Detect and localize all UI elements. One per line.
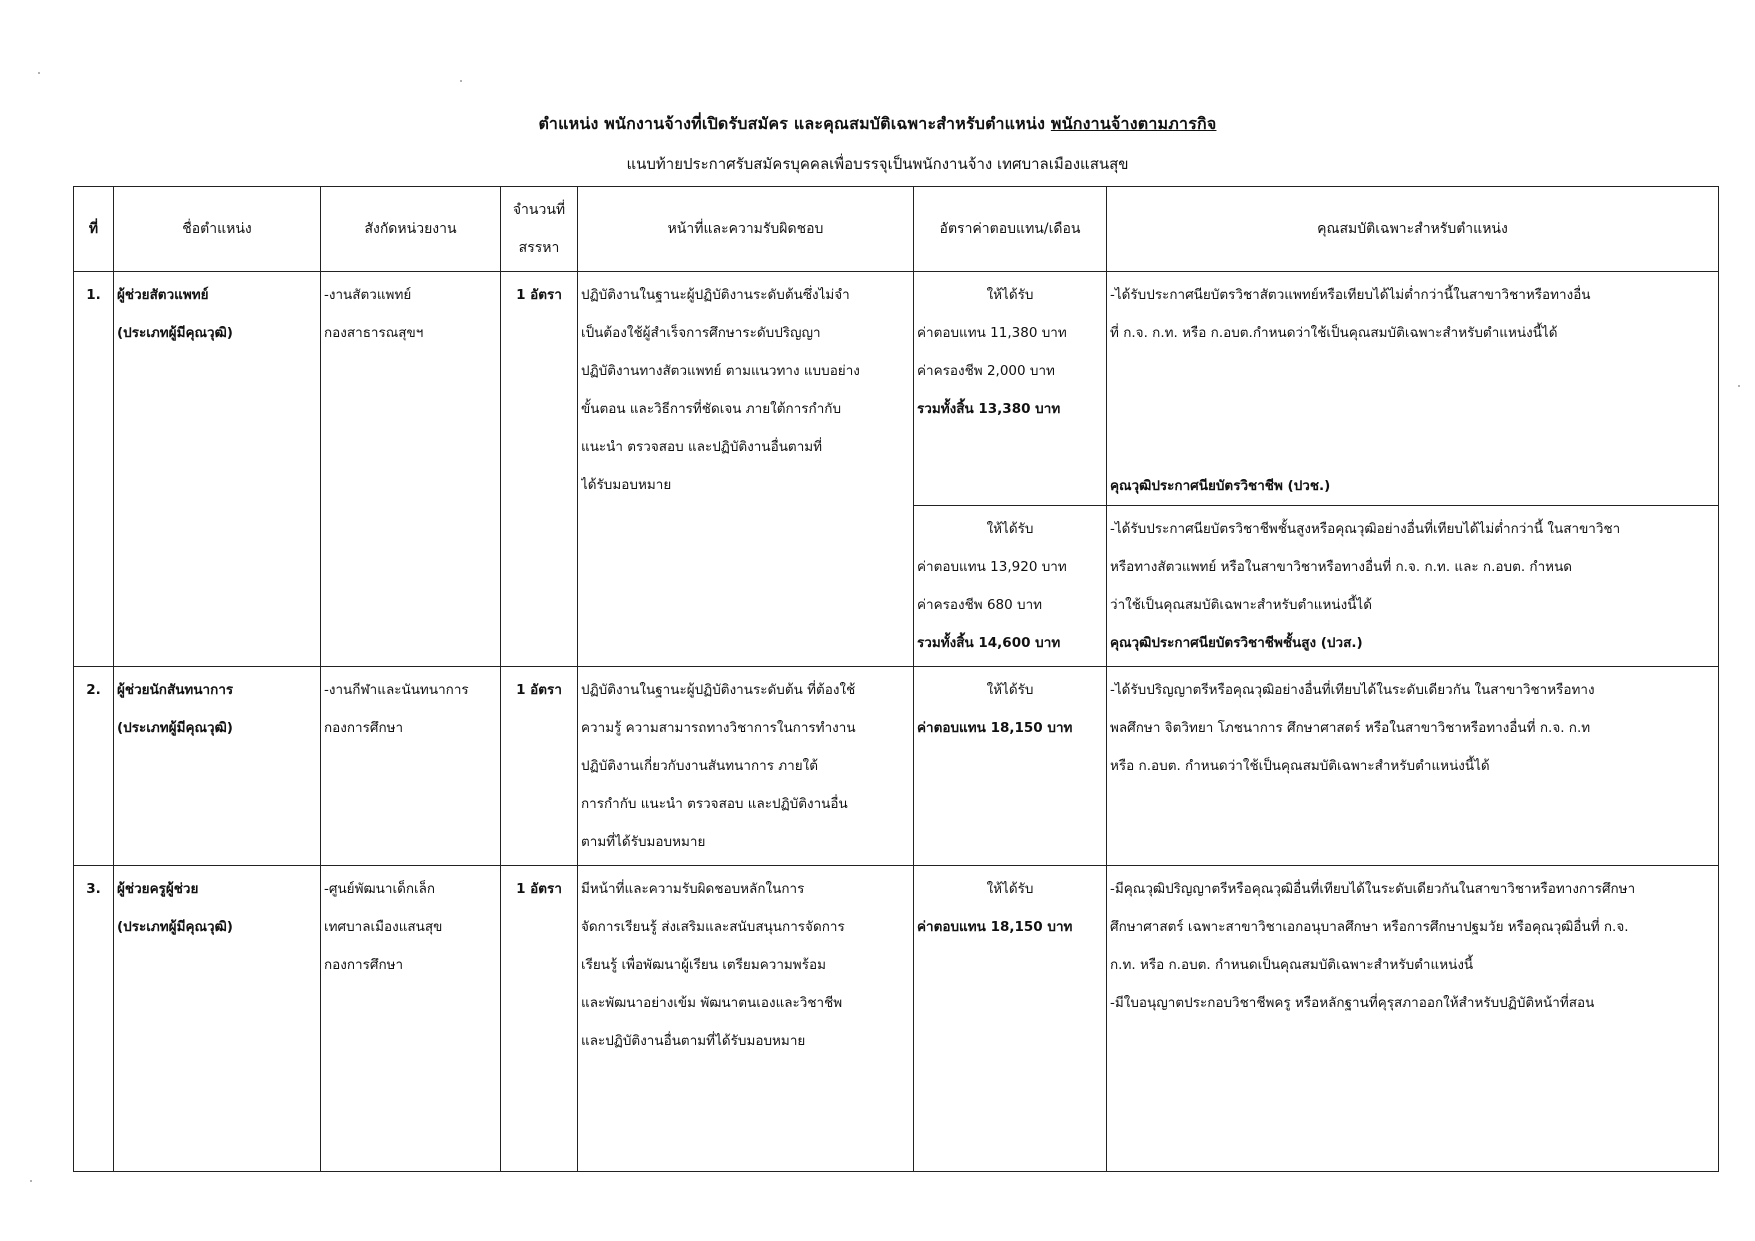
position-count: 1 อัตรา (501, 866, 578, 1172)
document-subtitle: แนบท้ายประกาศรับสมัครบุคคลเพื่อบรรจุเป็นพนักงานจ้าง เทศบาลเมืองแสนสุข (626, 155, 1129, 173)
duties-text: ปฏิบัติงานในฐานะผู้ปฏิบัติงานระดับต้นซึ่งไม่จำ เป็นต้องใช้ผู้สำเร็จการศึกษาระดับปริญญา ปฏิบัติงานทางสัตวแพทย์ ตามแนวทาง แบบอย่าง ขั้นตอน และวิธีการที่ชัดเจน ภายใต้การกำกับ แนะนำ ตรวจสอบ และปฏิบัติงานอื่นตามที่ ได้รับมอบหมาย (578, 272, 914, 667)
title-underlined-text: พนักงานจ้างตามภารกิจ (1050, 114, 1217, 133)
row-number: 3. (74, 866, 114, 1172)
table-row (74, 866, 1719, 1172)
qualifications-text: -ได้รับปริญญาตรีหรือคุณวุฒิอย่างอื่นที่เทียบได้ในระดับเดียวกัน ในสาขาวิชาหรือทาง พลศึกษา จิตวิทยา โภชนาการ ศึกษาศาสตร์ หรือในสาขาวิชาหรือทางอื่นที่ ก.จ. ก.ท หรือ ก.อบต. กำหนดว่าใช้เป็นคุณสมบัติเฉพาะสำหรับตำแหน่งนี้ได้ (1107, 667, 1719, 866)
header-pay: อัตราค่าตอบแทน/เดือน (914, 187, 1107, 272)
header-count-line1: จำนวนที่ (512, 202, 566, 218)
scan-speck (1738, 385, 1740, 387)
row-number: 1. (74, 272, 114, 667)
scan-speck (38, 72, 40, 74)
qualifications-text: -ได้รับประกาศนียบัตรวิชาสัตวแพทย์หรือเทียบได้ไม่ต่ำกว่านี้ในสาขาวิชาหรือทางอื่น ที่ ก.จ. ก.ท. หรือ ก.อบต.กำหนดว่าใช้เป็นคุณสมบัติเฉพาะสำหรับตำแหน่งนี้ได้ คุณวุฒิประกาศนียบัตรวิชาชีพ (ปวช.) (1107, 272, 1719, 506)
header-unit: สังกัดหน่วยงาน (321, 187, 501, 272)
header-count-line2: สรรหา (518, 240, 560, 256)
positions-table (73, 186, 1719, 1172)
row-number: 2. (74, 667, 114, 866)
table-row (74, 667, 1719, 866)
position-name: ผู้ช่วยสัตวแพทย์ (ประเภทผู้มีคุณวุฒิ) (114, 272, 321, 667)
document-title (0, 112, 1755, 137)
qualifications-text: -ได้รับประกาศนียบัตรวิชาชีพชั้นสูงหรือคุณวุฒิอย่างอื่นที่เทียบได้ไม่ต่ำกว่านี้ ในสาขาวิชา หรือทางสัตวแพทย์ หรือในสาขาวิชาหรือทางอื่นที่ ก.จ. ก.ท. และ ก.อบต. กำหนด ว่าใช้เป็นคุณสมบัติเฉพาะสำหรับตำแหน่งนี้ได้ คุณวุฒิประกาศนียบัตรวิชาชีพชั้นสูง (ปวส.) (1107, 506, 1719, 667)
qualifications-text: -มีคุณวุฒิปริญญาตรีหรือคุณวุฒิอื่นที่เทียบได้ในระดับเดียวกันในสาขาวิชาหรือทางการศึกษา ศึกษาศาสตร์ เฉพาะสาขาวิชาเอกอนุบาลศึกษา หรือการศึกษาปฐมวัย หรือคุณวุฒิอื่นที่ ก.จ. ก.ท. หรือ ก.อบต. กำหนดเป็นคุณสมบัติเฉพาะสำหรับตำแหน่งนี้ -มีใบอนุญาตประกอบวิชาชีพครู หรือหลักฐานที่คุรุสภาออกให้สำหรับปฏิบัติหน้าที่สอน (1107, 866, 1719, 1172)
unit-name: -งานกีฬาและนันทนาการ กองการศึกษา (321, 667, 501, 866)
scan-speck (30, 1180, 32, 1182)
header-qualifications: คุณสมบัติเฉพาะสำหรับตำแหน่ง (1107, 187, 1719, 272)
pay-rate: ให้ได้รับ ค่าตอบแทน 18,150 บาท (914, 866, 1107, 1172)
unit-name: -งานสัตวแพทย์ กองสาธารณสุขฯ (321, 272, 501, 667)
scan-speck (460, 80, 462, 82)
header-no: ที่ (74, 187, 114, 272)
pay-rate: ให้ได้รับ ค่าตอบแทน 18,150 บาท (914, 667, 1107, 866)
title-text: ตำแหน่ง พนักงานจ้างที่เปิดรับสมัคร และคุณสมบัติเฉพาะสำหรับตำแหน่ง (538, 114, 1046, 133)
table-row (74, 272, 1719, 506)
position-count: 1 อัตรา (501, 667, 578, 866)
qualification-level-tag: คุณวุฒิประกาศนียบัตรวิชาชีพ (ปวช.) (1110, 478, 1331, 494)
position-count: 1 อัตรา (501, 272, 578, 667)
duties-text: ปฏิบัติงานในฐานะผู้ปฏิบัติงานระดับต้น ที่ต้องใช้ ความรู้ ความสามารถทางวิชาการในการทำงาน ปฏิบัติงานเกี่ยวกับงานสันทนาการ ภายใต้ การกำกับ แนะนำ ตรวจสอบ และปฏิบัติงานอื่น ตามที่ได้รับมอบหมาย (578, 667, 914, 866)
header-count (501, 187, 578, 272)
position-name: ผู้ช่วยครูผู้ช่วย (ประเภทผู้มีคุณวุฒิ) (114, 866, 321, 1172)
pay-rate: ให้ได้รับ ค่าตอบแทน 13,920 บาท ค่าครองชีพ 680 บาท รวมทั้งสิ้น 14,600 บาท (914, 506, 1107, 667)
pay-rate: ให้ได้รับ ค่าตอบแทน 11,380 บาท ค่าครองชีพ 2,000 บาท รวมทั้งสิ้น 13,380 บาท (914, 272, 1107, 506)
position-name: ผู้ช่วยนักสันทนาการ (ประเภทผู้มีคุณวุฒิ) (114, 667, 321, 866)
header-position: ชื่อตำแหน่ง (114, 187, 321, 272)
unit-name: -ศูนย์พัฒนาเด็กเล็ก เทศบาลเมืองแสนสุข กองการศึกษา (321, 866, 501, 1172)
duties-text: มีหน้าที่และความรับผิดชอบหลักในการ จัดการเรียนรู้ ส่งเสริมและสนับสนุนการจัดการ เรียนรู้ เพื่อพัฒนาผู้เรียน เตรียมความพร้อม และพัฒนาอย่างเข้ม พัฒนาตนเองและวิชาชีพ และปฏิบัติงานอื่นตามที่ได้รับมอบหมาย (578, 866, 914, 1172)
qualification-level-tag: คุณวุฒิประกาศนียบัตรวิชาชีพชั้นสูง (ปวส.) (1110, 635, 1363, 651)
header-duties: หน้าที่และความรับผิดชอบ (578, 187, 914, 272)
table-header-row (74, 187, 1719, 272)
